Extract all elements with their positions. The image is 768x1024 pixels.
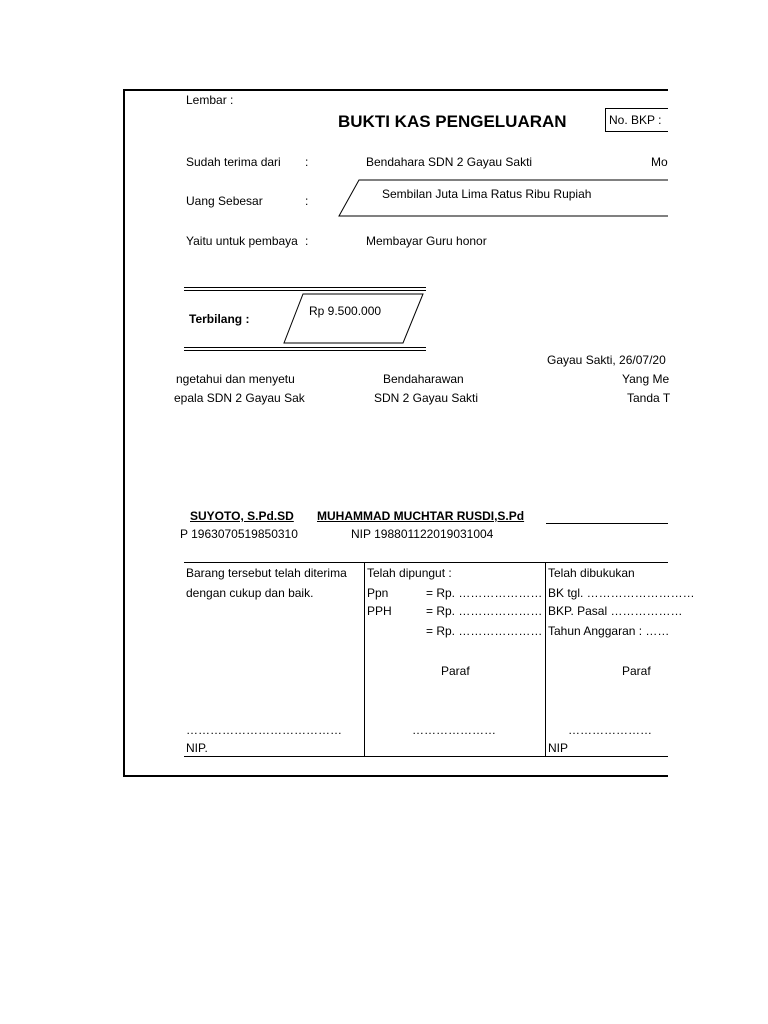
- table-divider-2: [545, 562, 546, 756]
- bottom-col3-dots: …………………: [568, 723, 652, 737]
- right-clipped-text: Mo: [651, 155, 668, 169]
- bottom-col2-paraf: Paraf: [441, 664, 470, 678]
- bottom-col1-line2: dengan cukup dan baik.: [186, 586, 314, 600]
- bottom-col2-rp3: = Rp. …………………: [426, 624, 543, 638]
- yaitu-label: Yaitu untuk pembaya: [186, 234, 298, 248]
- uang-value: Sembilan Juta Lima Ratus Ribu Rupiah: [382, 187, 592, 201]
- colon-2: :: [305, 194, 309, 208]
- bottom-col2-title: Telah dipungut :: [367, 566, 452, 580]
- bottom-col2-dots: …………………: [412, 723, 496, 737]
- yaitu-value: Membayar Guru honor: [366, 234, 487, 248]
- bottom-col1-nip: NIP.: [186, 741, 208, 755]
- sudah-terima-value: Bendahara SDN 2 Gayau Sakti: [366, 155, 533, 169]
- bottom-col3-bkp: BKP. Pasal ………………: [548, 604, 683, 618]
- bottom-col2-rp2: = Rp. …………………: [426, 604, 543, 618]
- bottom-col1-line1: Barang tersebut telah diterima: [186, 566, 347, 580]
- no-bkp-label: No. BKP :: [609, 113, 662, 127]
- terbilang-amount: Rp 9.500.000: [309, 304, 382, 318]
- place-date: Gayau Sakti, 26/07/20: [547, 353, 666, 367]
- terbilang-label: Terbilang :: [189, 312, 250, 326]
- table-top-border: [184, 562, 668, 563]
- bottom-col2-rp1: = Rp. …………………: [426, 586, 543, 600]
- bottom-col1-dots: …………………………………: [186, 723, 342, 737]
- lembar-label: Lembar :: [186, 93, 234, 107]
- bottom-col2-ppn: Ppn: [367, 586, 389, 600]
- signer-name-2: MUHAMMAD MUCHTAR RUSDI,S.Pd: [317, 509, 525, 523]
- signer-nip-1: P 1963070519850310: [180, 527, 298, 541]
- sig-col2-line1: Bendaharawan: [383, 372, 464, 386]
- sig-col3-line1: Yang Me: [622, 372, 670, 386]
- form-border-bottom: [123, 775, 668, 777]
- terbilang-line-bottom-2: [184, 350, 426, 351]
- table-bottom-border: [184, 756, 668, 757]
- bottom-col3-tahun: Tahun Anggaran : ……: [548, 624, 670, 638]
- bottom-col3-title: Telah dibukukan: [548, 566, 635, 580]
- bottom-col2-pph: PPH: [367, 604, 392, 618]
- bottom-col3-bk: BK tgl. ………………………: [548, 586, 695, 600]
- terbilang-line-top-1: [184, 287, 426, 288]
- terbilang-line-top-2: [184, 290, 426, 291]
- colon-1: :: [305, 155, 309, 169]
- sudah-terima-label: Sudah terima dari: [186, 155, 281, 169]
- signer-nip-2: NIP 198801122019031004: [351, 527, 494, 541]
- colon-3: :: [305, 234, 309, 248]
- table-divider-1: [364, 562, 365, 756]
- form-border-top: [123, 89, 668, 91]
- signature-line-3: [546, 523, 668, 524]
- signer-name-1: SUYOTO, S.Pd.SD: [190, 509, 294, 523]
- bottom-col3-paraf: Paraf: [622, 664, 651, 678]
- terbilang-line-bottom-1: [184, 347, 426, 348]
- sig-col1-line1: ngetahui dan menyetu: [176, 372, 295, 386]
- form-border-left: [123, 89, 125, 777]
- uang-label: Uang Sebesar: [186, 194, 263, 208]
- page-title: BUKTI KAS PENGELUARAN: [338, 112, 567, 131]
- sig-col2-line2: SDN 2 Gayau Sakti: [374, 391, 479, 405]
- sig-col1-line2: epala SDN 2 Gayau Sak: [174, 391, 305, 405]
- sig-col3-line2: Tanda T: [627, 391, 671, 405]
- bottom-col3-nip: NIP: [548, 741, 569, 755]
